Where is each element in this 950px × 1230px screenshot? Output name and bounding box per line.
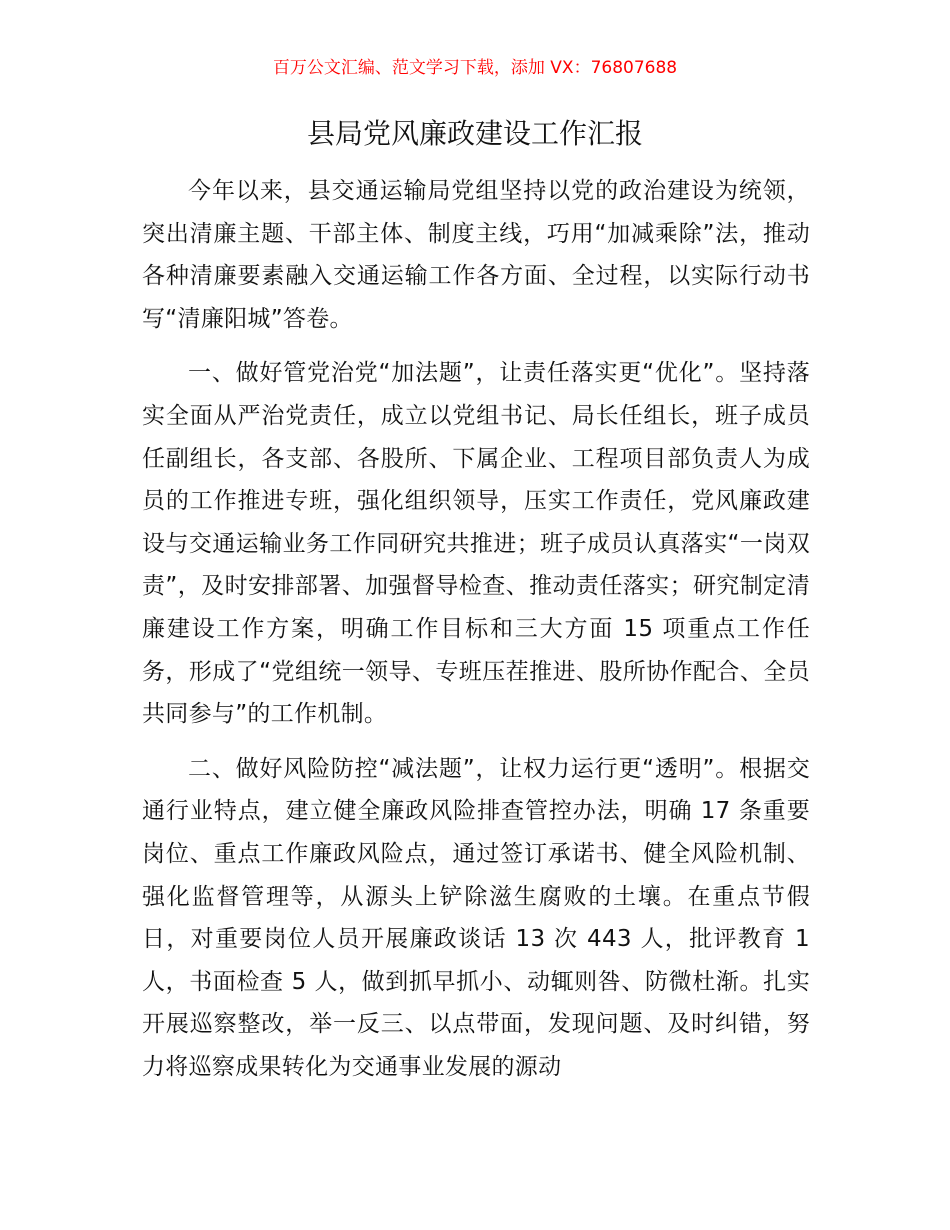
paragraph-section-two: 二、做好风险防控“减法题”，让权力运行更“透明”。根据交通行业特点，建立健全廉政风险排查管控办法，明确 17 条重要岗位、重点工作廉政风险点，通过签订承诺书、健全风险机制、强化监督管理等，从源头上铲除滋生腐败的土壤。在重点节假日，对重要岗位人员开展廉政谈话 13 次 443 人，批评教育 1 人，书面检查 5 人，做到抓早抓小、动辄则咎、防微杜渐。扎实开展巡察整改，举一反三、以点带面，发现问题、及时纠错，努力将巡察成果转化为交通事业发展的源动 bbox=[142, 755, 810, 1080]
document-body bbox=[142, 170, 810, 1100]
paragraph-section-one: 一、做好管党治党“加法题”，让责任落实更“优化”。坚持落实全面从严治党责任，成立以党组书记、局长任组长，班子成员任副组长，各支部、各股所、下属企业、工程项目部负责人为成员的工作推进专班，强化组织领导，压实工作责任，党风廉政建设与交通运输业务工作同研究共推进；班子成员认真落实“一岗双责”，及时安排部署、加强督导检查、推动责任落实；研究制定清廉建设工作方案，明确工作目标和三大方面 15 项重点工作任务，形成了“党组统一领导、专班压茬推进、股所协作配合、全员共同参与”的工作机制。 bbox=[142, 360, 810, 728]
document-title: 县局党风廉政建设工作汇报 bbox=[306, 117, 643, 150]
header-watermark-note: 百万公文汇编、范文学习下载，添加 VX：76807688 bbox=[272, 58, 678, 78]
paragraph-intro: 今年以来，县交通运输局党组坚持以党的政治建设为统领，突出清廉主题、干部主体、制度主线，巧用“加减乘除”法，推动各种清廉要素融入交通运输工作各方面、全过程，以实际行动书写“清廉阳城”答卷。 bbox=[142, 178, 810, 332]
